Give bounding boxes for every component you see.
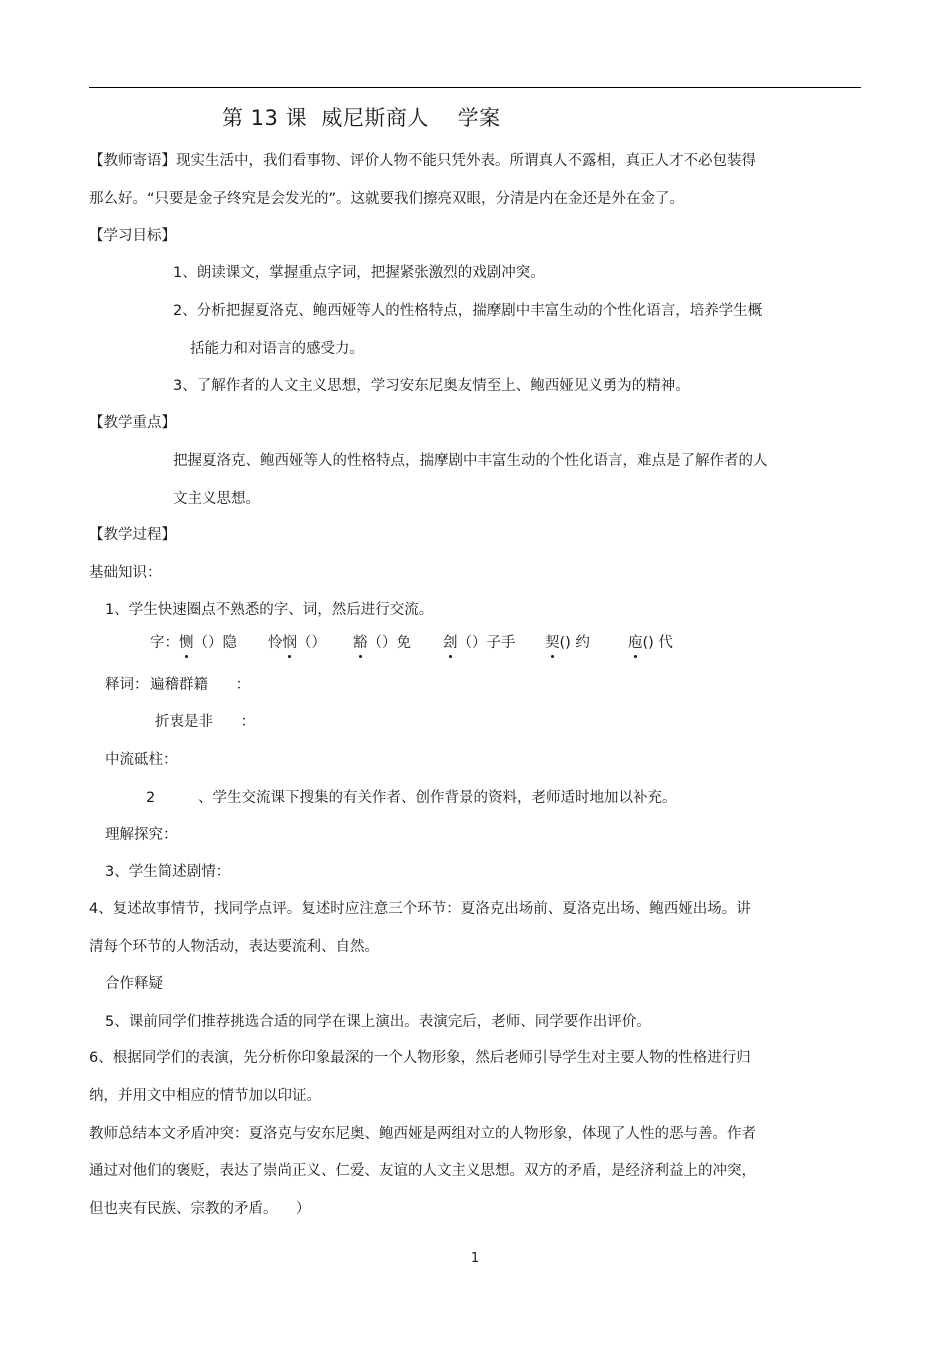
step-6-line1: 6、根据同学们的表演，先分析你印象最深的一个人物形象，然后老师引导学生对主要人物的性格进行归 <box>89 1050 751 1066</box>
gloss-1: 遍稽群籍 ： <box>150 677 251 693</box>
key-points-heading: 【教学重点】 <box>89 415 176 431</box>
char-1-tail: （）隐 <box>193 635 237 651</box>
gloss-label: 释词： <box>105 677 149 693</box>
summary-line2: 通过对他们的褒贬，表达了崇尚正义、仁爱、友谊的人文主义思想。双方的矛盾，是经济利益上的冲突， <box>89 1163 756 1179</box>
header-rule <box>89 87 861 88</box>
objective-item-3: 3、了解作者的人文主义思想，学习安东尼奥友情至上、鲍西娅见义勇为的精神。 <box>173 378 690 394</box>
char-2-tail: （） <box>297 635 326 651</box>
basic-knowledge-label: 基础知识： <box>89 565 162 581</box>
char-5: 契 <box>545 635 560 651</box>
objective-item-1: 1、朗读课文，掌握重点字词，把握紧张激烈的戏剧冲突。 <box>173 265 545 281</box>
understand-label: 理解探究： <box>105 827 178 843</box>
char-4: 刽 <box>443 635 458 651</box>
char-item-6 <box>628 633 673 653</box>
char-item-5 <box>545 633 590 653</box>
step-4-line2: 清每个环节的人物活动，表达要流利、自然。 <box>89 939 379 955</box>
char-5-tail: () 约 <box>559 635 590 651</box>
char-2a: 怜 <box>268 635 283 651</box>
gloss-2: 折衷是非 ： <box>155 714 256 730</box>
char-3-tail: （）免 <box>367 635 411 651</box>
char-4-tail: （）子手 <box>457 635 516 651</box>
char-1: 恻 <box>179 635 194 651</box>
step-4-line1: 4、复述故事情节，找同学点评。复述时应注意三个环节：夏洛克出场前、夏洛克出场、鲍西娅出场。讲 <box>89 901 751 917</box>
page-number: 1 <box>470 1251 480 1266</box>
lesson-title: 第 13 课 威尼斯商人 学案 <box>222 106 501 130</box>
char-item-2 <box>268 633 326 653</box>
char-item-1 <box>179 633 237 653</box>
summary-line3: 但也夹有民族、宗教的矛盾。 ） <box>89 1201 311 1217</box>
gloss-3: 中流砥柱： <box>105 752 178 768</box>
char-item-4 <box>443 633 516 653</box>
key-points-line2: 文主义思想。 <box>173 491 260 507</box>
objectives-heading: 【学习目标】 <box>89 228 176 244</box>
step-1: 1、学生快速圈点不熟悉的字、词，然后进行交流。 <box>105 602 434 618</box>
step-6-line2: 纳，并用文中相应的情节加以印证。 <box>89 1088 321 1104</box>
step-3: 3、学生简述剧情： <box>105 864 231 880</box>
char-6-tail: () 代 <box>642 635 673 651</box>
char-3: 豁 <box>353 635 368 651</box>
char-label: 字： <box>150 635 179 651</box>
summary-line1: 教师总结本文矛盾冲突：夏洛克与安东尼奥、鲍西娅是两组对立的人物形象，体现了人性的恶与善。作者 <box>89 1126 756 1142</box>
teacher-words-line2: 那么好。“只要是金子终究是会发光的”。这就要我们擦亮双眼，分清是内在金还是外在金了。 <box>89 191 685 207</box>
char-6: 庖 <box>628 635 643 651</box>
char-2b: 悯 <box>282 635 297 651</box>
process-heading: 【教学过程】 <box>89 527 176 543</box>
objective-item-2-line2: 括能力和对语言的感受力。 <box>190 341 364 357</box>
step-2-text: 、学生交流课下搜集的有关作者、创作背景的资料，老师适时地加以补充。 <box>198 790 677 806</box>
teacher-words-line1: 【教师寄语】现实生活中，我们看事物、评价人物不能只凭外表。所谓真人不露相，真正人才不必包装得 <box>89 153 756 169</box>
cooperate-label: 合作释疑 <box>105 976 163 992</box>
char-item-3 <box>353 633 411 653</box>
objective-item-2-line1: 2、分析把握夏洛克、鲍西娅等人的性格特点，揣摩剧中丰富生动的个性化语言，培养学生概 <box>173 303 763 319</box>
step-2-number: 2 <box>146 790 156 806</box>
key-points-line1: 把握夏洛克、鲍西娅等人的性格特点，揣摩剧中丰富生动的个性化语言，难点是了解作者的人 <box>173 453 768 469</box>
step-5: 5、课前同学们推荐挑选合适的同学在课上演出。表演完后，老师、同学要作出评价。 <box>105 1014 651 1030</box>
